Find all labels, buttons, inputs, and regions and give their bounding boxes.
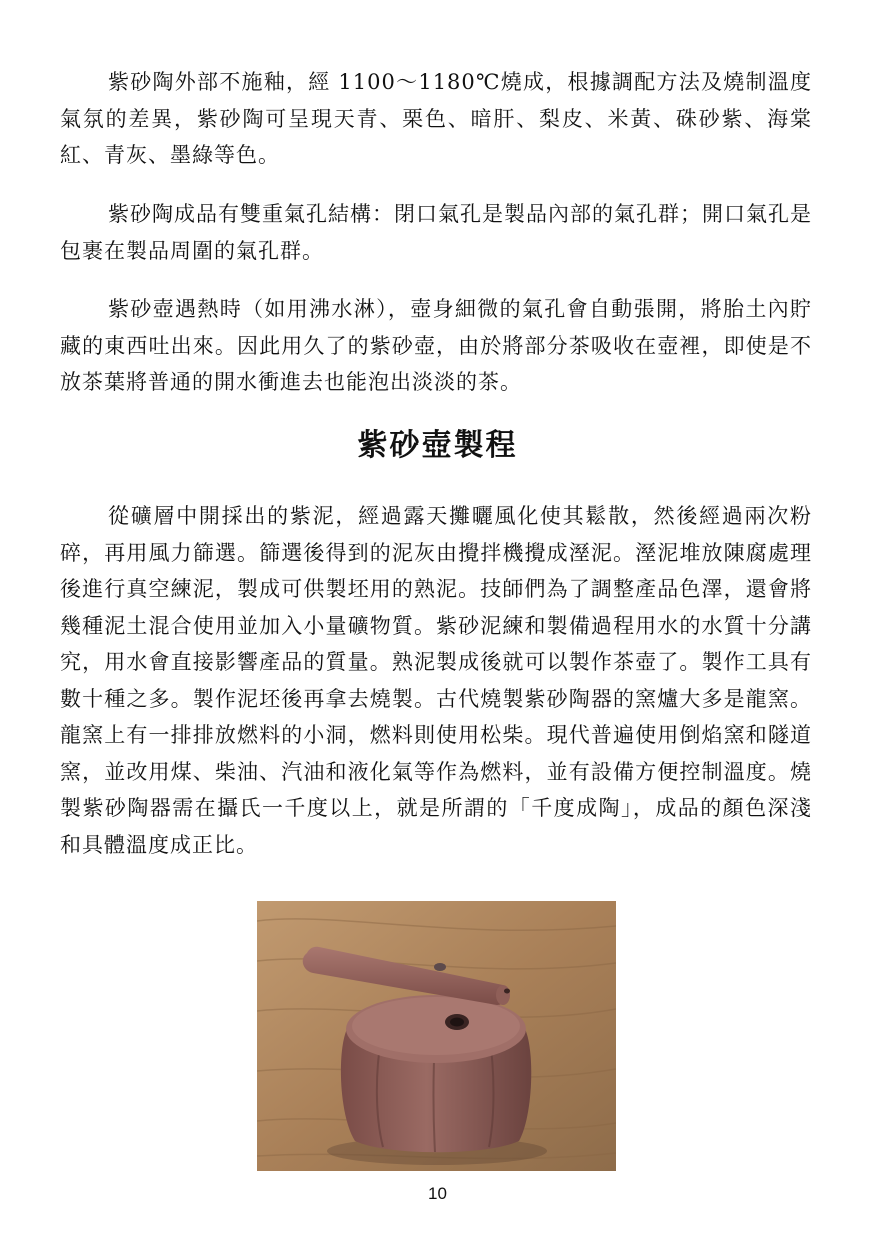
teapot-spout-hole	[504, 989, 510, 994]
paragraph-colors: 紫砂陶外部不施釉，經 1100～1180℃燒成，根據調配方法及燒制溫度氣氛的差異，紫砂陶可呈現天青、栗色、暗肝、梨皮、米黃、硃砂紫、海棠紅、青灰、墨綠等色。	[60, 70, 812, 167]
paragraph-heating: 紫砂壺遇熱時（如用沸水淋），壺身細微的氣孔會自動張開，將胎土內貯藏的東西吐出來。因此用久了的紫砂壺，由於將部分茶吸收在壺裡，即使是不放茶葉將普通的開水衝進去也能泡出淡淡的茶。	[60, 297, 812, 394]
page-number: 10	[428, 1184, 447, 1203]
teapot-knob	[434, 963, 446, 971]
teapot-top-surface	[352, 997, 520, 1055]
teapot-photo	[257, 901, 616, 1171]
teapot-opening-inner	[450, 1018, 464, 1027]
teapot-photo-illustration	[257, 901, 616, 1171]
paragraph-production-process: 從礦層中開採出的紫泥，經過露天攤曬風化使其鬆散，然後經過兩次粉碎，再用風力篩選。篩選後得到的泥灰由攪拌機攪成溼泥。溼泥堆放陳腐處理後進行真空練泥，製成可供製坯用的熟泥。技師們為了調整產品色澤，還會將幾種泥土混合使用並加入小量礦物質。紫砂泥練和製備過程用水的水質十分講究，用水會直接影響產品的質量。熟泥製成後就可以製作茶壺了。製作工具有數十種之多。製作泥坯後再拿去燒製。古代燒製紫砂陶器的窯爐大多是龍窯。龍窯上有一排排放燃料的小洞，燃料則使用松柴。現代普遍使用倒焰窯和隧道窯，並改用煤、柴油、汽油和液化氣等作為燃料，並有設備方便控制溫度。燒製紫砂陶器需在攝氏一千度以上，就是所謂的「千度成陶」，成品的顏色深淺和具體溫度成正比。	[60, 504, 812, 857]
teapot-spout-tip	[496, 985, 510, 1005]
paragraph-pore-structure: 紫砂陶成品有雙重氣孔結構：閉口氣孔是製品內部的氣孔群；開口氣孔是包裹在製品周圍的氣孔群。	[60, 202, 812, 263]
section-heading: 紫砂壺製程	[357, 428, 518, 463]
